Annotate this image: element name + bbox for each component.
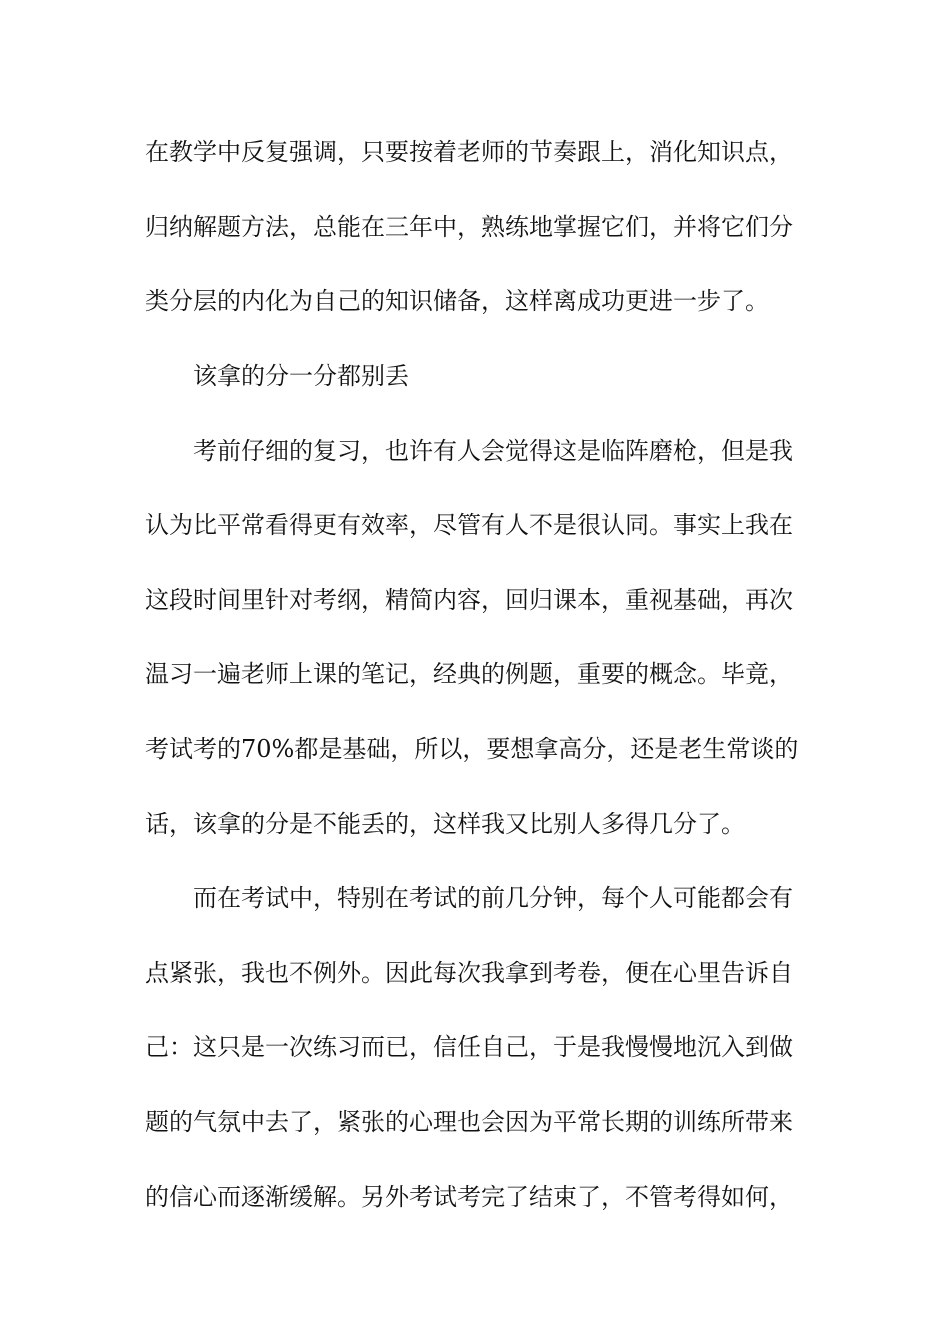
text-line: 温习一遍老师上课的笔记，经典的例题，重要的概念。毕竟， [145, 660, 793, 688]
text-line: 的信心而逐渐缓解。另外考试考完了结束了，不管考得如何， [145, 1183, 793, 1211]
text-line: 己：这只是一次练习而已，信任自己，于是我慢慢地沉入到做 [145, 1033, 793, 1061]
text-line: 类分层的内化为自己的知识储备，这样离成功更进一步了。 [145, 287, 769, 315]
text-line: 归纳解题方法，总能在三年中，熟练地掌握它们，并将它们分 [145, 213, 793, 241]
text-line: 考试考的70%都是基础，所以，要想拿高分，还是老生常谈的 [145, 735, 799, 763]
text-line: 这段时间里针对考纲，精简内容，回归课本，重视基础，再次 [145, 586, 793, 614]
section-heading: 该拿的分一分都别丢 [193, 362, 409, 390]
text-line: 点紧张，我也不例外。因此每次我拿到考卷，便在心里告诉自 [145, 959, 793, 987]
text-line: 认为比平常看得更有效率，尽管有人不是很认同。事实上我在 [145, 511, 793, 539]
text-line: 题的气氛中去了，紧张的心理也会因为平常长期的训练所带来 [145, 1108, 793, 1136]
text-line: 话，该拿的分是不能丢的，这样我又比别人多得几分了。 [145, 810, 745, 838]
paragraph-first-line: 考前仔细的复习，也许有人会觉得这是临阵磨枪，但是我 [193, 437, 793, 465]
text-line: 在教学中反复强调，只要按着老师的节奏跟上，消化知识点， [145, 138, 793, 166]
paragraph-first-line: 而在考试中，特别在考试的前几分钟，每个人可能都会有 [193, 884, 793, 912]
